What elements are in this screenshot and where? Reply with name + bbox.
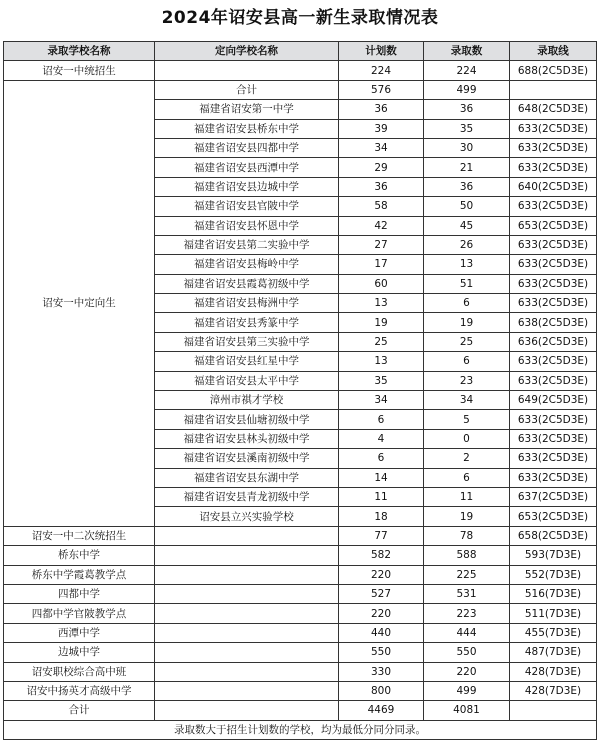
table-body [4,61,597,740]
table-row [4,80,597,99]
cutoff-cell: 640(2C5D3E) [510,177,597,196]
target-cell: 福建省诏安县官陂中学 [155,197,339,216]
header-plan: 计划数 [339,42,424,61]
admitted-cell: 35 [424,119,510,138]
plan-cell: 60 [339,274,424,293]
admitted-cell: 23 [424,371,510,390]
plan-cell: 34 [339,391,424,410]
target-cell [155,681,339,700]
plan-cell: 220 [339,604,424,623]
cutoff-cell: 649(2C5D3E) [510,391,597,410]
school-cell: 四都中学 [4,584,155,603]
admitted-cell: 220 [424,662,510,681]
plan-cell: 6 [339,410,424,429]
plan-cell: 36 [339,100,424,119]
plan-cell: 224 [339,61,424,80]
admitted-cell: 6 [424,294,510,313]
cutoff-cell: 638(2C5D3E) [510,313,597,332]
target-cell [155,546,339,565]
admitted-cell: 19 [424,313,510,332]
table-row [4,546,597,565]
cutoff-cell: 633(2C5D3E) [510,468,597,487]
plan-cell: 42 [339,216,424,235]
cutoff-cell: 633(2C5D3E) [510,255,597,274]
cutoff-cell: 633(2C5D3E) [510,119,597,138]
plan-cell: 34 [339,138,424,157]
admitted-cell: 78 [424,526,510,545]
admitted-cell: 26 [424,235,510,254]
plan-cell: 25 [339,332,424,351]
admitted-cell: 30 [424,138,510,157]
target-cell: 福建省诏安县梅岭中学 [155,255,339,274]
cutoff-cell: 653(2C5D3E) [510,216,597,235]
target-cell [155,584,339,603]
admitted-cell: 5 [424,410,510,429]
table-row [4,681,597,700]
admitted-cell: 36 [424,100,510,119]
header-admitted: 录取数 [424,42,510,61]
target-cell [155,61,339,80]
cutoff-cell: 516(7D3E) [510,584,597,603]
cutoff-cell: 636(2C5D3E) [510,332,597,351]
header-cutoff: 录取线 [510,42,597,61]
target-cell: 福建省诏安县第三实验中学 [155,332,339,351]
admitted-cell: 444 [424,623,510,642]
plan-cell: 550 [339,643,424,662]
total-row [4,701,597,720]
plan-cell: 19 [339,313,424,332]
cutoff-cell: 511(7D3E) [510,604,597,623]
cutoff-cell: 633(2C5D3E) [510,197,597,216]
admitted-cell: 51 [424,274,510,293]
admitted-cell: 11 [424,487,510,506]
plan-cell: 6 [339,449,424,468]
admitted-cell: 21 [424,158,510,177]
plan-cell: 330 [339,662,424,681]
target-cell: 福建省诏安县东湖中学 [155,468,339,487]
school-cell: 诏安中扬英才高级中学 [4,681,155,700]
cutoff-cell: 633(2C5D3E) [510,410,597,429]
cutoff-cell: 633(2C5D3E) [510,235,597,254]
cutoff-cell: 653(2C5D3E) [510,507,597,526]
page-title: 2024年诏安县高一新生录取情况表 [161,8,439,28]
admitted-cell: 499 [424,80,510,99]
target-cell: 福建省诏安县第二实验中学 [155,235,339,254]
target-cell: 合计 [155,80,339,99]
table-row [4,604,597,623]
plan-cell: 582 [339,546,424,565]
admitted-cell: 50 [424,197,510,216]
target-cell [155,662,339,681]
plan-cell: 13 [339,294,424,313]
total-plan: 4469 [339,701,424,720]
target-cell: 福建省诏安县怀恩中学 [155,216,339,235]
plan-cell: 29 [339,158,424,177]
plan-cell: 800 [339,681,424,700]
admitted-cell: 34 [424,391,510,410]
table-row [4,584,597,603]
target-cell [155,526,339,545]
footnote: 录取数大于招生计划数的学校，均为最低分同分同录。 [4,720,597,739]
table-row [4,662,597,681]
cutoff-cell: 688(2C5D3E) [510,61,597,80]
cutoff-cell: 593(7D3E) [510,546,597,565]
school-cell: 诏安一中二次统招生 [4,526,155,545]
plan-cell: 27 [339,235,424,254]
table-row [4,565,597,584]
plan-cell: 11 [339,487,424,506]
table-row [4,643,597,662]
total-admitted: 4081 [424,701,510,720]
target-cell: 诏安县立兴实验学校 [155,507,339,526]
target-cell: 福建省诏安县霞葛初级中学 [155,274,339,293]
plan-cell: 13 [339,352,424,371]
target-cell: 福建省诏安县溪南初级中学 [155,449,339,468]
school-cell: 桥东中学霞葛教学点 [4,565,155,584]
school-cell: 桥东中学 [4,546,155,565]
table-row [4,61,597,80]
plan-cell: 14 [339,468,424,487]
target-cell: 福建省诏安县西潭中学 [155,158,339,177]
admitted-cell: 499 [424,681,510,700]
target-cell [155,565,339,584]
cutoff-cell: 633(2C5D3E) [510,371,597,390]
plan-cell: 35 [339,371,424,390]
target-cell: 福建省诏安县青龙初级中学 [155,487,339,506]
cutoff-cell [510,80,597,99]
target-cell: 福建省诏安第一中学 [155,100,339,119]
plan-cell: 77 [339,526,424,545]
admitted-cell: 0 [424,429,510,448]
admitted-cell: 36 [424,177,510,196]
target-cell [155,604,339,623]
admitted-cell: 531 [424,584,510,603]
admitted-cell: 550 [424,643,510,662]
plan-cell: 440 [339,623,424,642]
plan-cell: 4 [339,429,424,448]
target-cell: 福建省诏安县太平中学 [155,371,339,390]
cutoff-cell: 633(2C5D3E) [510,138,597,157]
footnote-row [4,720,597,739]
table-row [4,526,597,545]
header-school: 录取学校名称 [4,42,155,61]
admitted-cell: 224 [424,61,510,80]
school-cell: 四都中学官陂教学点 [4,604,155,623]
admitted-cell: 225 [424,565,510,584]
plan-cell: 527 [339,584,424,603]
target-cell: 福建省诏安县林头初级中学 [155,429,339,448]
target-cell: 福建省诏安县仙塘初级中学 [155,410,339,429]
target-cell: 福建省诏安县秀篆中学 [155,313,339,332]
cutoff-cell: 455(7D3E) [510,623,597,642]
cutoff-cell: 648(2C5D3E) [510,100,597,119]
cutoff-cell: 633(2C5D3E) [510,449,597,468]
admitted-cell: 588 [424,546,510,565]
admission-table [3,41,597,740]
cutoff-cell: 487(7D3E) [510,643,597,662]
plan-cell: 39 [339,119,424,138]
admitted-cell: 2 [424,449,510,468]
target-cell [155,623,339,642]
school-cell: 西潭中学 [4,623,155,642]
cutoff-cell: 633(2C5D3E) [510,294,597,313]
target-cell: 福建省诏安县红星中学 [155,352,339,371]
plan-cell: 58 [339,197,424,216]
plan-cell: 17 [339,255,424,274]
target-cell: 福建省诏安县梅洲中学 [155,294,339,313]
school-cell: 诏安职校综合高中班 [4,662,155,681]
cutoff-cell: 633(2C5D3E) [510,274,597,293]
admitted-cell: 19 [424,507,510,526]
cutoff-cell: 658(2C5D3E) [510,526,597,545]
plan-cell: 576 [339,80,424,99]
target-cell: 福建省诏安县边城中学 [155,177,339,196]
target-cell [155,643,339,662]
admitted-cell: 25 [424,332,510,351]
cutoff-cell: 633(2C5D3E) [510,429,597,448]
school-cell: 诏安一中统招生 [4,61,155,80]
plan-cell: 36 [339,177,424,196]
target-cell: 福建省诏安县四都中学 [155,138,339,157]
admitted-cell: 6 [424,352,510,371]
cutoff-cell [510,701,597,720]
header-row [4,42,597,61]
cutoff-cell: 428(7D3E) [510,662,597,681]
target-cell: 福建省诏安县桥东中学 [155,119,339,138]
table-row [4,623,597,642]
plan-cell: 18 [339,507,424,526]
admitted-cell: 6 [424,468,510,487]
admitted-cell: 223 [424,604,510,623]
school-cell: 边城中学 [4,643,155,662]
target-cell [155,701,339,720]
admitted-cell: 45 [424,216,510,235]
school-cell: 诏安一中定向生 [4,80,155,526]
cutoff-cell: 633(2C5D3E) [510,158,597,177]
target-cell: 漳州市祺才学校 [155,391,339,410]
admitted-cell: 13 [424,255,510,274]
cutoff-cell: 633(2C5D3E) [510,352,597,371]
plan-cell: 220 [339,565,424,584]
cutoff-cell: 428(7D3E) [510,681,597,700]
total-label: 合计 [4,701,155,720]
header-target: 定向学校名称 [155,42,339,61]
cutoff-cell: 637(2C5D3E) [510,487,597,506]
cutoff-cell: 552(7D3E) [510,565,597,584]
